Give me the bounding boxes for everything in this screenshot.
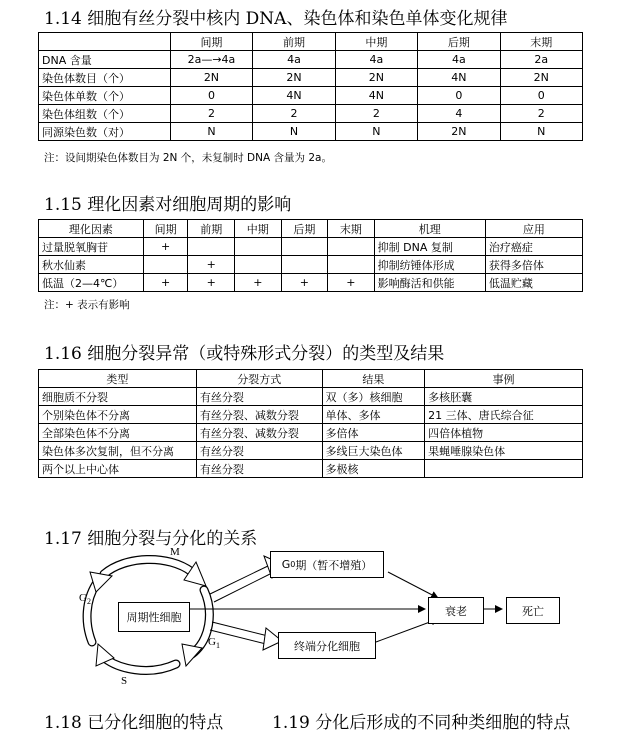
table-cell: 2N (170, 69, 253, 87)
table-row (39, 442, 583, 460)
table-cell (188, 238, 235, 256)
table-cell: 4a (335, 51, 417, 69)
header-cell: 机理 (374, 220, 485, 238)
table-row (39, 388, 583, 406)
g0-rest: 期（暂不增殖） (295, 558, 373, 572)
header-cell: 前期 (188, 220, 235, 238)
table-cell: 染色体多次复制，但不分离 (39, 442, 197, 460)
table-cell: + (235, 274, 282, 292)
abnormal-division-table (38, 369, 583, 478)
table-cell: 有丝分裂、减数分裂 (196, 424, 322, 442)
table-row (39, 256, 583, 274)
table-cell: 染色体单数（个） (39, 87, 171, 105)
table-cell: 单体、多体 (322, 406, 425, 424)
death-box: 死亡 (506, 597, 560, 624)
table-row (39, 105, 583, 123)
table-cell: 细胞质不分裂 (39, 388, 197, 406)
table-cell: 多倍体 (322, 424, 425, 442)
table-row (39, 51, 583, 69)
table-cell: 低温（2—4℃） (39, 274, 144, 292)
table-cell (235, 256, 282, 274)
table-row (39, 87, 583, 105)
table-row (39, 424, 583, 442)
table-cell: 抑制 DNA 复制 (374, 238, 485, 256)
table-cell: 两个以上中心体 (39, 460, 197, 478)
aging-box: 衰老 (428, 597, 484, 624)
table-row (39, 406, 583, 424)
table-cell (328, 238, 375, 256)
table-cell: 2 (500, 105, 582, 123)
header-cell: 应用 (485, 220, 582, 238)
table-row (39, 460, 583, 478)
table-cell: 多线巨大染色体 (322, 442, 425, 460)
g0-to-aging-arrow (388, 572, 438, 598)
table-cell: 2 (253, 105, 335, 123)
table-cell: + (143, 274, 188, 292)
table-cell: DNA 含量 (39, 51, 171, 69)
table-cell: 有丝分裂 (196, 460, 322, 478)
table-cell: N (335, 123, 417, 141)
table-cell: 2N (335, 69, 417, 87)
table-cell: 0 (418, 87, 500, 105)
terminal-arrow-line-top (212, 622, 268, 636)
table-cell: 2a (500, 51, 582, 69)
table-cell: 个别染色体不分离 (39, 406, 197, 424)
table-note-1-14: 注：设间期染色体数目为 2N 个，未复制时 DNA 含量为 2a。 (44, 152, 332, 164)
table-cell: 0 (500, 87, 582, 105)
table-cell: 染色体组数（个） (39, 105, 171, 123)
table-cell: + (188, 256, 235, 274)
header-cell: 中期 (235, 220, 282, 238)
section-title-1-14: 1.14 细胞有丝分裂中核内 DNA、染色体和染色单体变化规律 (44, 9, 508, 29)
table-cell (281, 256, 328, 274)
section-title-1-15: 1.15 理化因素对细胞周期的影响 (44, 195, 292, 215)
table-cell (425, 460, 583, 478)
table-cell: 2N (253, 69, 335, 87)
table-row (39, 123, 583, 141)
table-cell (328, 256, 375, 274)
table-cell: 2 (335, 105, 417, 123)
table-cell: 低温贮藏 (485, 274, 582, 292)
table-cell (235, 238, 282, 256)
table-cell: 21 三体、唐氏综合征 (425, 406, 583, 424)
phase-label-g2: $G_2$ (79, 592, 91, 607)
table-cell: 4a (253, 51, 335, 69)
section-title-1-19: 1.19 分化后形成的不同种类细胞的特点 (272, 713, 571, 733)
section-title-1-16: 1.16 细胞分裂异常（或特殊形式分裂）的类型及结果 (44, 344, 445, 364)
table-cell: 影响酶活和供能 (374, 274, 485, 292)
g0-phase-box (270, 551, 384, 578)
section-title-1-18: 1.18 已分化细胞的特点 (44, 713, 224, 733)
table-cell: + (188, 274, 235, 292)
table-cell: 获得多倍体 (485, 256, 582, 274)
table-cell: + (328, 274, 375, 292)
table-cell: 2N (418, 123, 500, 141)
table-cell: + (143, 238, 188, 256)
cycle-arc-g1-inner (192, 590, 209, 654)
table-cell: 过量脱氧胸苷 (39, 238, 144, 256)
table-header-row (39, 33, 583, 51)
header-cell: 后期 (418, 33, 500, 51)
table-cell: 4a (418, 51, 500, 69)
table-cell: 染色体数目（个） (39, 69, 171, 87)
table-cell: 4N (253, 87, 335, 105)
table-cell: N (500, 123, 582, 141)
cycle-arrowhead-2 (182, 644, 202, 666)
cycling-cell-box: 周期性细胞 (118, 602, 190, 632)
table-cell: 果蝇唾腺染色体 (425, 442, 583, 460)
g0-main: G (281, 558, 291, 571)
table-cell: 四倍体植物 (425, 424, 583, 442)
table-cell: 多核胚囊 (425, 388, 583, 406)
g0-arrow-line-top (210, 565, 270, 594)
table-cell: 有丝分裂、减数分裂 (196, 406, 322, 424)
table-row (39, 69, 583, 87)
table-cell: 4 (418, 105, 500, 123)
section-title-1-17: 1.17 细胞分裂与分化的关系 (44, 529, 258, 549)
table-cell: 有丝分裂 (196, 442, 322, 460)
table-row (39, 238, 583, 256)
g0-sub: 0 (290, 560, 296, 569)
dna-chromosome-table (38, 32, 583, 141)
table-cell: 0 (170, 87, 253, 105)
header-cell: 末期 (328, 220, 375, 238)
table-cell: 秋水仙素 (39, 256, 144, 274)
table-cell: 双（多）核细胞 (322, 388, 425, 406)
table-cell (281, 238, 328, 256)
cycle-factor-table (38, 219, 583, 292)
header-cell: 类型 (39, 370, 197, 388)
table-cell: 多极核 (322, 460, 425, 478)
table-cell (143, 256, 188, 274)
table-cell: N (253, 123, 335, 141)
header-cell: 事例 (425, 370, 583, 388)
header-cell (39, 33, 171, 51)
header-cell: 结果 (322, 370, 425, 388)
header-cell: 后期 (281, 220, 328, 238)
table-row (39, 274, 583, 292)
header-cell: 间期 (170, 33, 253, 51)
header-cell: 中期 (335, 33, 417, 51)
table-cell: 4N (418, 69, 500, 87)
table-cell: 4N (335, 87, 417, 105)
header-cell: 前期 (253, 33, 335, 51)
table-cell: 治疗癌症 (485, 238, 582, 256)
table-cell: N (170, 123, 253, 141)
phase-label-s: S (121, 675, 128, 687)
terminal-cell-box: 终端分化细胞 (278, 632, 376, 659)
table-header-row (39, 370, 583, 388)
table-cell: 同源染色数（对） (39, 123, 171, 141)
table-note-1-15: 注：+ 表示有影响 (44, 299, 130, 311)
table-cell: 抑制纺锤体形成 (374, 256, 485, 274)
header-cell: 分裂方式 (196, 370, 322, 388)
header-cell: 间期 (143, 220, 188, 238)
table-cell: 2a—→4a (170, 51, 253, 69)
table-cell: 全部染色体不分离 (39, 424, 197, 442)
phase-label-m: M (170, 546, 180, 558)
table-cell: 2 (170, 105, 253, 123)
header-cell: 理化因素 (39, 220, 144, 238)
table-cell: 2N (500, 69, 582, 87)
table-header-row (39, 220, 583, 238)
phase-label-g1: $G_1$ (208, 636, 220, 651)
table-cell: + (281, 274, 328, 292)
table-cell: 有丝分裂 (196, 388, 322, 406)
header-cell: 末期 (500, 33, 582, 51)
